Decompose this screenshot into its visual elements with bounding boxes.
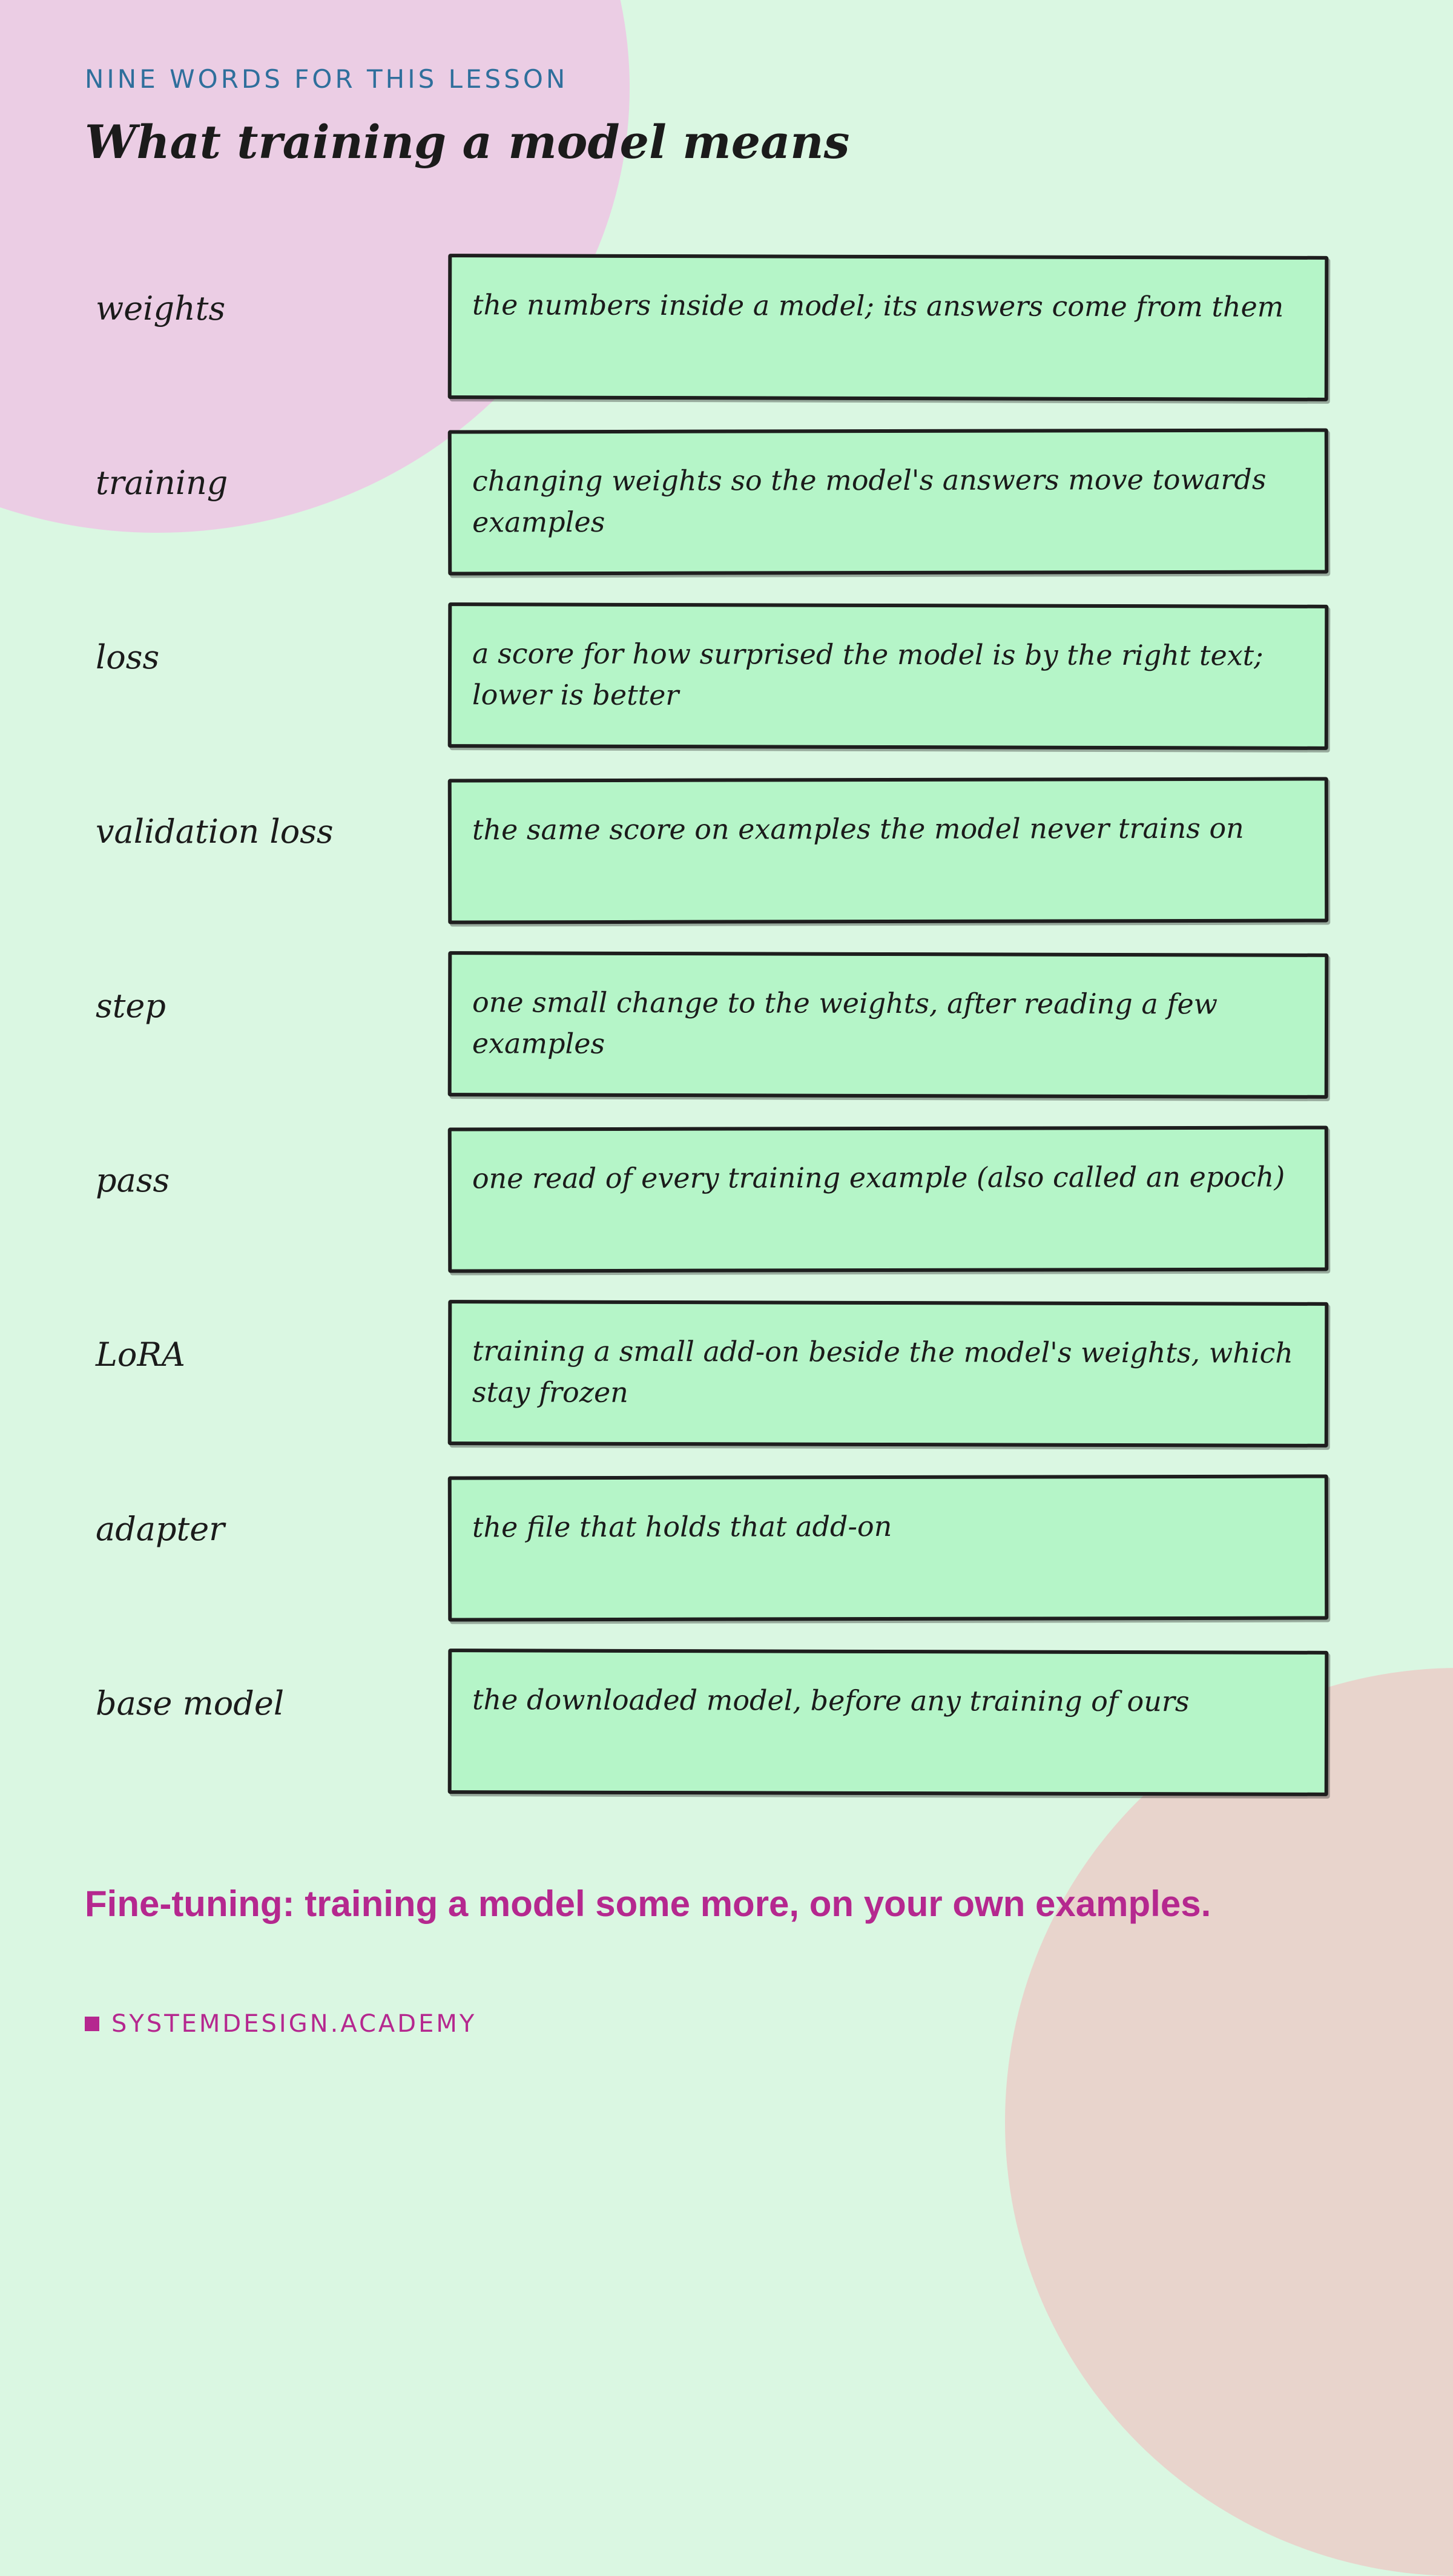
glossary-entry (0, 1299, 1453, 1474)
glossary-entry (0, 1648, 1453, 1822)
glossary-definition: one small change to the weights, after reading a few examples (472, 986, 1218, 1060)
glossary-definition: training a small add-on beside the model's weights, which stay frozen (472, 1334, 1293, 1409)
definition-card (448, 1474, 1328, 1621)
definition-card (448, 1300, 1329, 1448)
glossary-term: loss (96, 638, 160, 676)
glossary-term: weights (96, 289, 226, 328)
glossary-term: adapter (96, 1510, 225, 1548)
footer (85, 2010, 476, 2038)
tagline: Fine-tuning: training a model some more, on your own examples. (85, 1883, 1211, 1924)
glossary-definition: a score for how surprised the model is by the right text; lower is better (472, 637, 1264, 712)
page-title: What training a model means (85, 115, 850, 169)
glossary-definition: the file that holds that add-on (472, 1509, 892, 1544)
glossary-definition: the same score on examples the model never trains on (472, 811, 1244, 846)
glossary-definition: one read of every training example (also called an epoch) (472, 1160, 1285, 1195)
glossary-list (0, 253, 1453, 1822)
glossary-term: validation loss (96, 812, 334, 851)
definition-card (448, 428, 1328, 575)
definition-card (448, 951, 1329, 1099)
definition-card (448, 254, 1329, 401)
square-bullet-icon (85, 2017, 99, 2031)
eyebrow-label: NINE WORDS FOR THIS LESSON (85, 64, 568, 94)
glossary-entry (0, 427, 1453, 602)
glossary-term: LoRA (96, 1336, 186, 1374)
glossary-entry (0, 950, 1453, 1125)
glossary-entry (0, 776, 1453, 950)
footer-brand: SYSTEMDESIGN.ACADEMY (111, 2010, 477, 2038)
glossary-definition: the downloaded model, before any training of ours (472, 1683, 1190, 1718)
glossary-definition: changing weights so the model's answers move towards examples (472, 463, 1267, 539)
glossary-entry (0, 253, 1453, 427)
glossary-term: step (96, 987, 166, 1025)
definition-card (448, 777, 1328, 924)
glossary-entry (0, 1474, 1453, 1648)
glossary-definition: the numbers inside a model; its answers come from them (472, 288, 1284, 323)
glossary-term: pass (96, 1161, 170, 1199)
definition-card (448, 1125, 1328, 1273)
glossary-entry (0, 602, 1453, 776)
glossary-term: training (96, 464, 228, 502)
definition-card (448, 602, 1329, 750)
definition-card (448, 1649, 1329, 1796)
glossary-entry (0, 1125, 1453, 1299)
glossary-term: base model (96, 1684, 285, 1722)
